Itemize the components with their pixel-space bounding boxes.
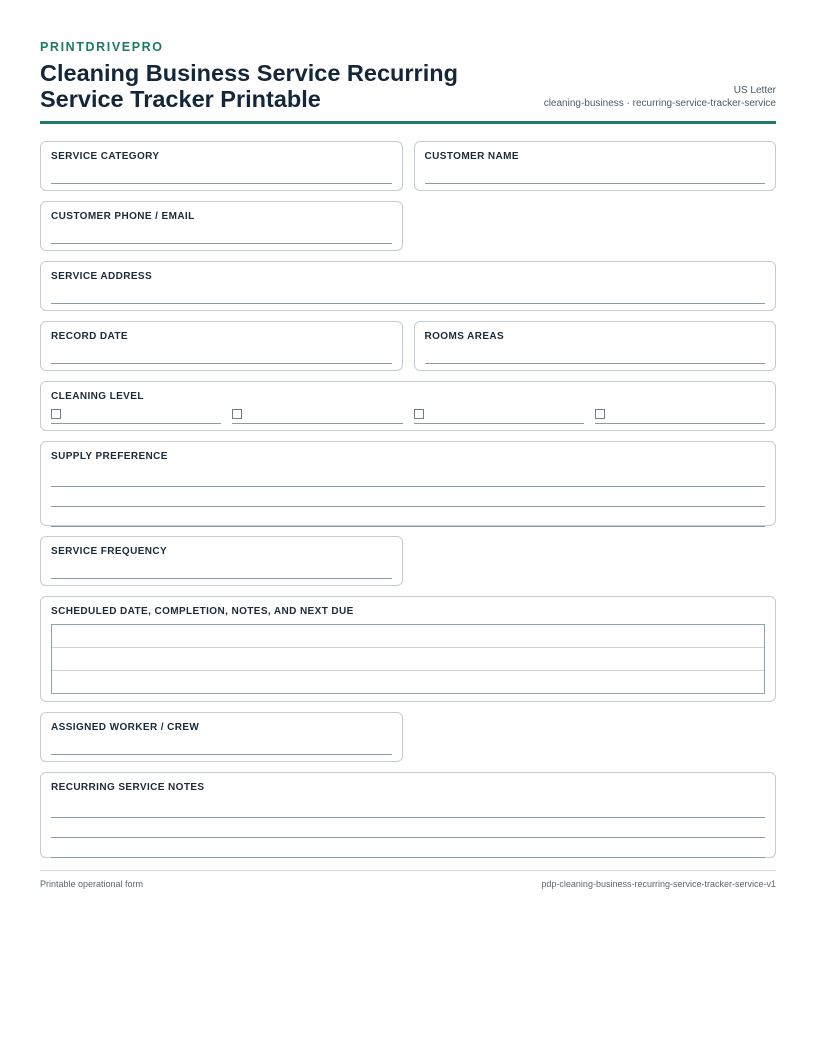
schedule-table-field: [40, 596, 776, 702]
table-row[interactable]: [52, 671, 764, 694]
table-row[interactable]: [52, 625, 764, 648]
field-label: SUPPLY PREFERENCE: [51, 451, 168, 462]
cleaning-level-option-2: [232, 405, 402, 424]
checkbox[interactable]: [595, 409, 605, 419]
form-page: [40, 40, 776, 858]
cleaning-level-field: [40, 381, 776, 431]
form-row: [40, 321, 776, 371]
customer-contact-input[interactable]: [51, 223, 392, 244]
page-title: [40, 60, 510, 112]
cleaning-level-option-1: [51, 405, 221, 424]
footer-left-text: Printable operational form: [40, 879, 144, 889]
recurring-notes-line-2[interactable]: [51, 818, 765, 838]
footer-form-id: pdp-cleaning-business-recurring-service-tracker-service-v1: [541, 879, 776, 889]
rooms-areas-input[interactable]: [425, 343, 766, 364]
field-label: SERVICE CATEGORY: [51, 151, 160, 162]
title-line-1: Cleaning Business Service Recurring: [40, 60, 458, 86]
field-label: SCHEDULED DATE, COMPLETION, NOTES, AND NEXT DUE: [51, 606, 354, 617]
service-category-input[interactable]: [51, 163, 392, 184]
schedule-table: [51, 624, 765, 694]
form-row: [40, 261, 776, 311]
rooms-areas-field: [414, 321, 777, 371]
field-label: CUSTOMER PHONE / EMAIL: [51, 211, 195, 222]
cleaning-level-option-4: [595, 405, 765, 424]
brand-logo: PRINTDRIVEPRO: [40, 40, 164, 54]
recurring-notes-line-1[interactable]: [51, 794, 765, 818]
assigned-worker-input[interactable]: [51, 734, 392, 755]
form-slug: cleaning-business · recurring-service-tracker-service: [543, 98, 776, 109]
form-row: [40, 596, 776, 702]
form-row: [40, 772, 776, 858]
form-row: [40, 381, 776, 431]
recurring-notes-line-3[interactable]: [51, 838, 765, 858]
service-frequency-field: [40, 536, 403, 586]
supply-preference-line-2[interactable]: [51, 487, 765, 507]
customer-name-input[interactable]: [425, 163, 766, 184]
field-label: ASSIGNED WORKER / CREW: [51, 722, 200, 733]
customer-name-field: [414, 141, 777, 191]
recurring-notes-field: [40, 772, 776, 858]
field-label: ROOMS AREAS: [424, 331, 505, 342]
field-label: RECORD DATE: [51, 331, 128, 342]
field-label: CLEANING LEVEL: [51, 391, 144, 402]
customer-contact-field: [40, 201, 403, 251]
form-row: [40, 441, 776, 526]
record-date-field: [40, 321, 403, 371]
table-row[interactable]: [52, 648, 764, 671]
form-row: [40, 536, 776, 586]
field-label: CUSTOMER NAME: [424, 151, 519, 162]
service-address-input[interactable]: [51, 283, 765, 304]
checkbox[interactable]: [51, 409, 61, 419]
title-line-2: Service Tracker Printable: [40, 86, 321, 112]
form-row: [40, 141, 776, 191]
service-address-field: [40, 261, 776, 311]
supply-preference-line-3[interactable]: [51, 507, 765, 527]
supply-preference-field: [40, 441, 776, 526]
field-label: SERVICE ADDRESS: [51, 271, 153, 282]
field-label: SERVICE FREQUENCY: [51, 546, 168, 557]
page-header: [40, 40, 776, 124]
field-label: RECURRING SERVICE NOTES: [51, 782, 205, 793]
document-meta: [544, 84, 776, 110]
service-category-field: [40, 141, 403, 191]
cleaning-level-options: [51, 405, 765, 424]
form-row: [40, 712, 776, 762]
cleaning-level-option-3: [414, 405, 584, 424]
service-frequency-input[interactable]: [51, 558, 392, 579]
supply-preference-line-1[interactable]: [51, 463, 765, 487]
paper-size: US Letter: [733, 85, 776, 96]
checkbox[interactable]: [232, 409, 242, 419]
form-row: [40, 201, 776, 251]
page-footer: [40, 870, 776, 889]
checkbox[interactable]: [414, 409, 424, 419]
assigned-worker-field: [40, 712, 403, 762]
record-date-input[interactable]: [51, 343, 392, 364]
